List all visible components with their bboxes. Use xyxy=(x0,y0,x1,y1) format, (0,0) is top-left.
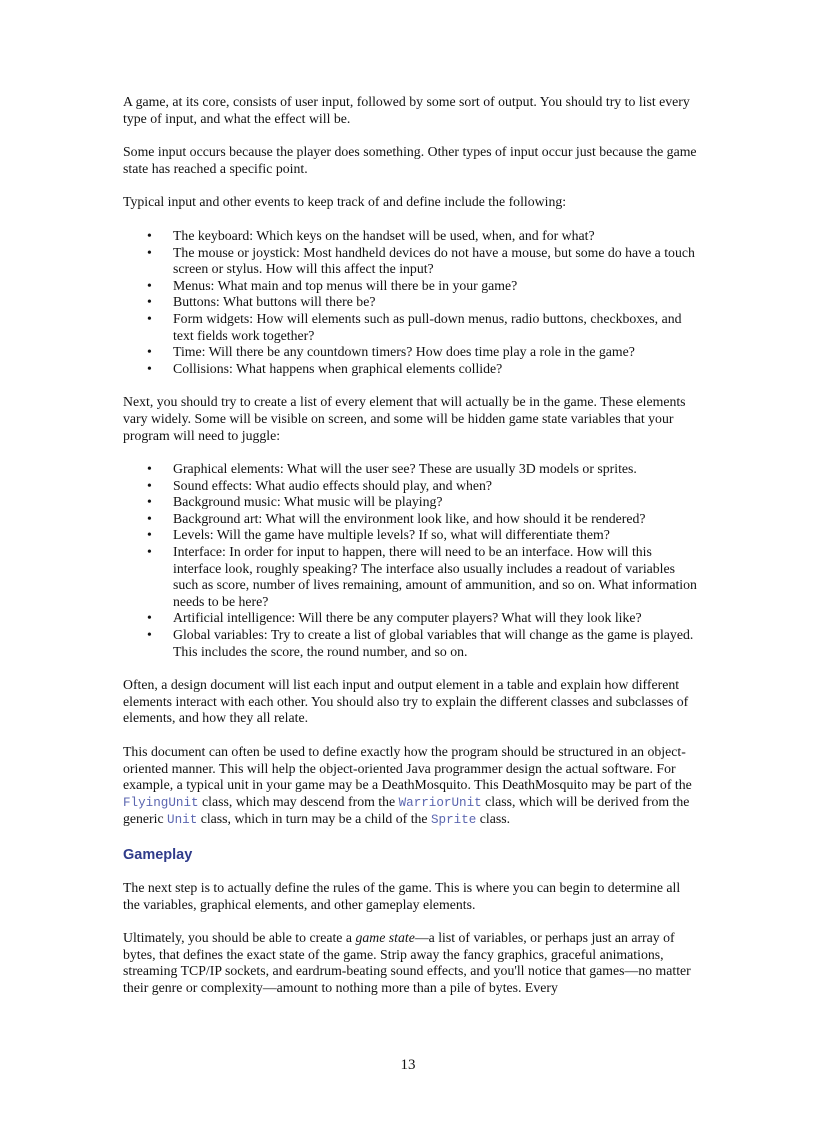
list-item: • The keyboard: Which keys on the handset will be used, when, and for what? xyxy=(173,228,698,245)
gameplay-text: —a list of variables, or perhaps just an array of bytes, that defines the exact state of the game. Strip away the fancy graphics, graceful animations, streaming TCP/IP sockets, and eardrum-beating sound effects, and you'll notice that games—no matter their genre or complexity—amount to nothing more than a pile of bytes. Every xyxy=(123,930,691,995)
list-item: • Form widgets: How will elements such as pull-down menus, radio buttons, checkboxes, and text fields work together? xyxy=(173,311,698,344)
page-body xyxy=(123,94,698,1014)
oo-text: class, which may descend from the xyxy=(198,793,399,809)
class-name-sprite: Sprite xyxy=(431,813,477,828)
elements-intro-paragraph: Next, you should try to create a list of every element that will actually be in the game. These elements vary widely. Some will be visible on screen, and some will be hidden game state variables that your program will need to juggle: xyxy=(123,394,686,443)
list-item: • Collisions: What happens when graphical elements collide? xyxy=(173,361,698,378)
gameplay-paragraph-2 xyxy=(123,930,698,996)
list-item: • Graphical elements: What will the user see? These are usually 3D models or sprites. xyxy=(173,461,698,478)
intro-paragraph-1: A game, at its core, consists of user input, followed by some sort of output. You should try to list every type of input, and what the effect will be. xyxy=(123,94,690,126)
list-item: • Background music: What music will be playing? xyxy=(173,494,698,511)
list-item: • Levels: Will the game have multiple levels? If so, what will differentiate them? xyxy=(173,527,698,544)
class-name-warriorunit: WarriorUnit xyxy=(398,795,482,810)
table-paragraph: Often, a design document will list each input and output element in a table and explain how different elements interact with each other. You should also try to explain the different classes and subclasses of elements, and how they all relate. xyxy=(123,677,689,726)
list-item: • Background art: What will the environment look like, and how should it be rendered? xyxy=(173,511,698,528)
oo-text: class, which will be derived from the generic xyxy=(123,793,690,827)
gameplay-text: Ultimately, you should be able to create a xyxy=(123,930,356,946)
oo-text: class. xyxy=(476,811,511,827)
gameplay-paragraph-1: The next step is to actually define the rules of the game. This is where you can begin to determine all the variables, graphical elements, and other gameplay elements. xyxy=(123,879,681,912)
page-number: 13 xyxy=(400,1057,416,1073)
list-item: • Sound effects: What audio effects should play, and when? xyxy=(173,478,698,495)
section-heading-gameplay: Gameplay xyxy=(123,846,193,863)
class-name-flyingunit: FlyingUnit xyxy=(123,795,199,810)
list-item: • Time: Will there be any countdown timers? How does time play a role in the game? xyxy=(173,344,698,361)
object-oriented-paragraph xyxy=(123,744,698,829)
oo-text: class, which in turn may be a child of the xyxy=(197,811,431,827)
class-name-unit: Unit xyxy=(167,813,198,828)
oo-text: This document can often be used to define exactly how the program should be structured in an object-oriented manner. This will help the object-oriented Java programmer design the actual software. For example, a typical unit in your game may be a DeathMosquito. This DeathMosquito may be part of the xyxy=(123,744,692,793)
input-list xyxy=(123,228,698,377)
list-item: • Menus: What main and top menus will there be in your game? xyxy=(173,278,698,295)
list-item: • Buttons: What buttons will there be? xyxy=(173,294,698,311)
list-item: • Global variables: Try to create a list of global variables that will change as the game is played. This includes the score, the round number, and so on. xyxy=(173,627,698,660)
intro-paragraph-2: Some input occurs because the player does something. Other types of input occur just because the game state has reached a specific point. xyxy=(123,144,697,176)
list-item: • Artificial intelligence: Will there be any computer players? What will they look like? xyxy=(173,610,698,627)
game-state-term: game state xyxy=(355,930,415,946)
list-item: • The mouse or joystick: Most handheld devices do not have a mouse, but some do have a touch screen or stylus. How will this affect the input? xyxy=(173,245,698,278)
element-list xyxy=(123,461,698,660)
list-item: • Interface: In order for input to happen, there will need to be an interface. How will this interface look, roughly speaking? The interface also usually includes a readout of variables such as score, number of lives remaining, amount of ammunition, and so on. What information needs to be here? xyxy=(173,544,698,610)
intro-paragraph-3: Typical input and other events to keep track of and define include the following: xyxy=(123,194,567,210)
